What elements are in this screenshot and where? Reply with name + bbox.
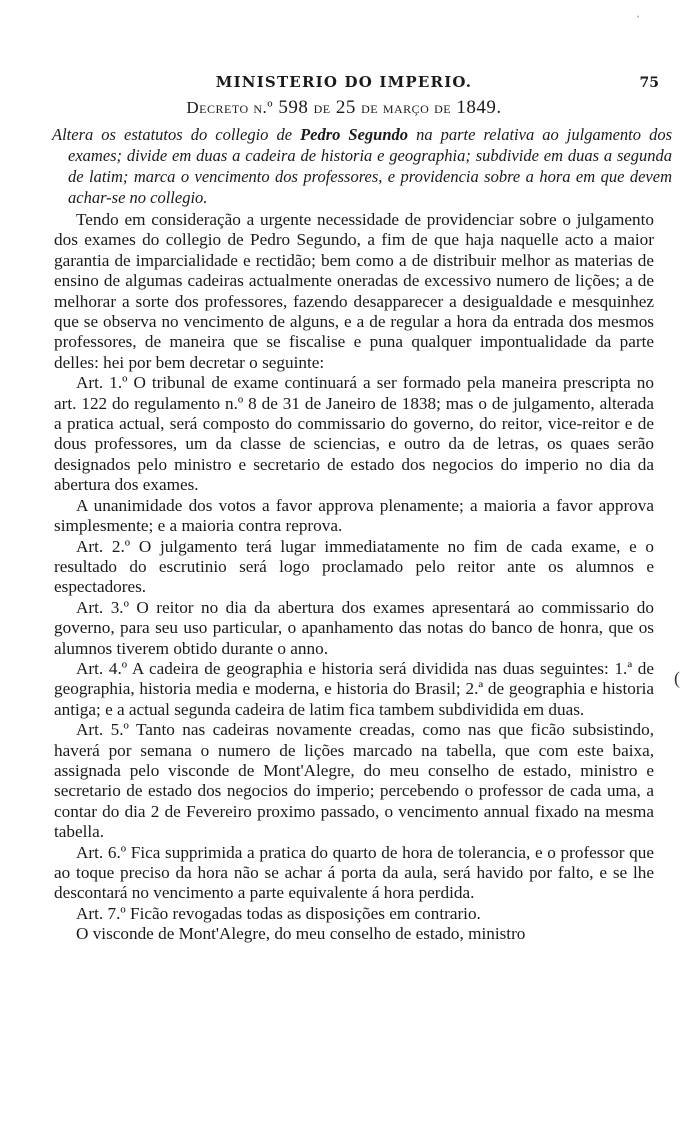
- decree-title: [74, 97, 614, 119]
- decree-de: de: [313, 98, 331, 117]
- summary-text-end: na parte relativa ao julgamento dos exames; divide em duas a cadeira de historia e geographia; subdivide em duas a segunda de latim; marca o vencimento dos professores, e providencia sobre a hora em que devem achar-se no collegio.: [68, 125, 672, 207]
- decree-summary: [52, 124, 672, 208]
- article-3-paragraph: Art. 3.º O reitor no dia da abertura dos exames apresentará ao commissario do governo, para seu uso particular, o apanhamento das notas do banco de honra, que os alumnos tiverem obtido durante o anno.: [54, 597, 654, 658]
- running-title: MINISTERIO DO IMPERIO.: [215, 73, 473, 91]
- article-6-paragraph: Art. 6.º Fica supprimida a pratica do quarto de hora de tolerancia, e o professor que ao toque preciso da hora não se achar á porta da aula, será havido por falto, e se lhe descontará no vencimento a parte equivalente á hora perdida.: [54, 842, 654, 903]
- decree-body: [54, 210, 654, 945]
- decree-day: 25: [335, 97, 356, 118]
- article-2-paragraph: Art. 2.º O julgamento terá lugar immediatamente no fim de cada exame, e o resultado do escrutinio será logo proclamado pelo reitor ante os alumnos e espectadores.: [54, 536, 654, 597]
- summary-text-start: Altera os estatutos do collegio de: [52, 125, 301, 144]
- decree-year: 1849.: [456, 97, 502, 118]
- scan-edge-mark: (: [674, 668, 680, 688]
- decree-prefix: Decreto n.º: [186, 98, 274, 117]
- decree-number: 598: [278, 97, 309, 118]
- decree-month: de março de: [361, 98, 452, 117]
- page-number: 75: [639, 75, 659, 91]
- preamble-paragraph: Tendo em consideração a urgente necessidade de providenciar sobre o julgamento dos exames do collegio de Pedro Segundo, a fim de que haja naquelle acto a maior garantia de imparcialidade e rectidão; bem como a de distribuir melhor as materias de ensino de algumas cadeiras actualmente oneradas de excessivo numero de lições; a de melhorar a sorte dos professores, fazendo desapparecer a desigualdade e mesquinhez que se observa no vencimento de alguns, e a de regular a hora da entrada dos mesmos professores, de maneira que se fiscalise e puna qualquer impontualidade da parte delles: hei por bem decretar o seguinte:: [54, 210, 654, 372]
- article-1-paragraph: Art. 1.º O tribunal de exame continuará a ser formado pela maneira prescripta no art. 122 do regulamento n.º 8 de 31 de Janeiro de 1838; mas o de julgamento, alterada a pratica actual, será composto do commissario do governo, do reitor, vice-reitor e de dous professores, um da classe de sciencias, e outro da de letras, os quaes serão designados pelo ministro e secretario de estado dos negocios do imperio no dia da abertura dos exames.: [54, 373, 654, 495]
- scan-speck: ˌ: [636, 4, 640, 18]
- article-1-voting-paragraph: A unanimidade dos votos a favor approva plenamente; a maioria a favor approva simplesmente; e a maioria contra reprova.: [54, 495, 654, 536]
- summary-institution-name: Pedro Segundo: [300, 125, 409, 144]
- closing-paragraph: O visconde de Mont'Alegre, do meu conselho de estado, ministro: [76, 924, 526, 944]
- article-5-paragraph: Art. 5.º Tanto nas cadeiras novamente creadas, como nas que ficão subsistindo, haverá por semana o numero de lições marcado na tabella, que com este baixa, assignada pelo visconde de Mont'Alegre, do meu conselho de estado, ministro e secretario de estado dos negocios do imperio; percebendo o professor de cada uma, a contar do dia 2 de Fevereiro proximo passado, o vencimento annual fixado na mesma tabella.: [54, 720, 654, 842]
- article-7-paragraph: Art. 7.º Ficão revogadas todas as disposições em contrario.: [76, 903, 481, 923]
- running-head: [74, 73, 669, 95]
- article-4-paragraph: Art. 4.º A cadeira de geographia e historia será dividida nas duas seguintes: 1.ª de geographia, historia media e moderna, e historia do Brasil; 2.ª de geographia e historia antiga; e a actual segunda cadeira de latim fica tambem subdividida em duas.: [54, 658, 654, 719]
